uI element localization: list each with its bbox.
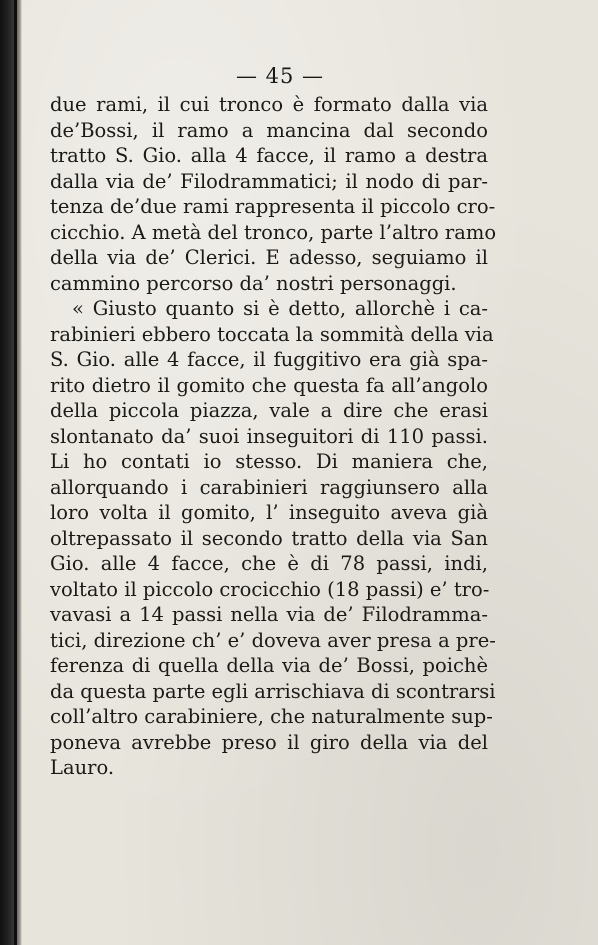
text-line: allorquando i carabinieri raggiunsero alla: [50, 475, 488, 499]
text-line: cammino percorso da’ nostri personaggi.: [50, 271, 457, 295]
text-line: Li ho contati io stesso. Di maniera che,: [50, 450, 488, 473]
book-binding-edge: [0, 0, 22, 945]
text-line: rito dietro il gomito che questa fa all’angolo: [50, 373, 488, 397]
text-line: loro volta il gomito, l’ inseguito aveva già: [50, 501, 488, 524]
text-line: S. Gio. alle 4 facce, il fuggitivo era già spa-: [50, 348, 488, 371]
text-line: poneva avrebbe preso il giro della via del: [50, 730, 488, 754]
text-line: cicchio. A metà del tronco, parte l’altro ramo: [50, 220, 497, 244]
text-line: tratto S. Gio. alla 4 facce, il ramo a destra: [50, 144, 488, 167]
text-line: vavasi a 14 passi nella via de’ Filodramma-: [50, 603, 488, 626]
text-line: Gio. alle 4 facce, che è di 78 passi, indi,: [50, 552, 488, 575]
text-line: oltrepassato il secondo tratto della via San: [50, 526, 488, 550]
body-text: [50, 92, 497, 781]
text-line: due rami, il cui tronco è formato dalla via: [50, 93, 488, 116]
text-line: slontanato da’ suoi inseguitori di 110 passi.: [50, 424, 488, 448]
text-line: de’Bossi, il ramo a mancina dal secondo: [50, 118, 488, 142]
text-line: coll’altro carabiniere, che naturalmente sup-: [50, 705, 493, 728]
text-line: della piccola piazza, vale a dire che erasi: [50, 399, 488, 422]
text-line: tenza de’due rami rappresenta il piccolo cro-: [50, 195, 496, 218]
text-line: da questa parte egli arrischiava di scontrarsi: [50, 679, 496, 703]
text-line: della via de’ Clerici. E adesso, seguiamo il: [50, 246, 488, 269]
page-number: — 45 —: [235, 64, 325, 88]
text-line: dalla via de’ Filodrammatici; il nodo di par-: [50, 169, 488, 193]
text-line: Lauro.: [50, 756, 115, 779]
text-line: voltato il piccolo crocicchio (18 passi) e’ tro-: [50, 577, 490, 601]
text-line: tici, direzione ch’ e’ doveva aver presa a pre-: [50, 628, 496, 652]
text-line: ferenza di quella della via de’ Bossi, poichè: [50, 654, 488, 677]
binding-shadow-line: [14, 0, 17, 945]
text-line: rabinieri ebbero toccata la sommità della via: [50, 322, 494, 346]
text-line: « Giusto quanto si è detto, allorchè i ca-: [72, 297, 488, 320]
